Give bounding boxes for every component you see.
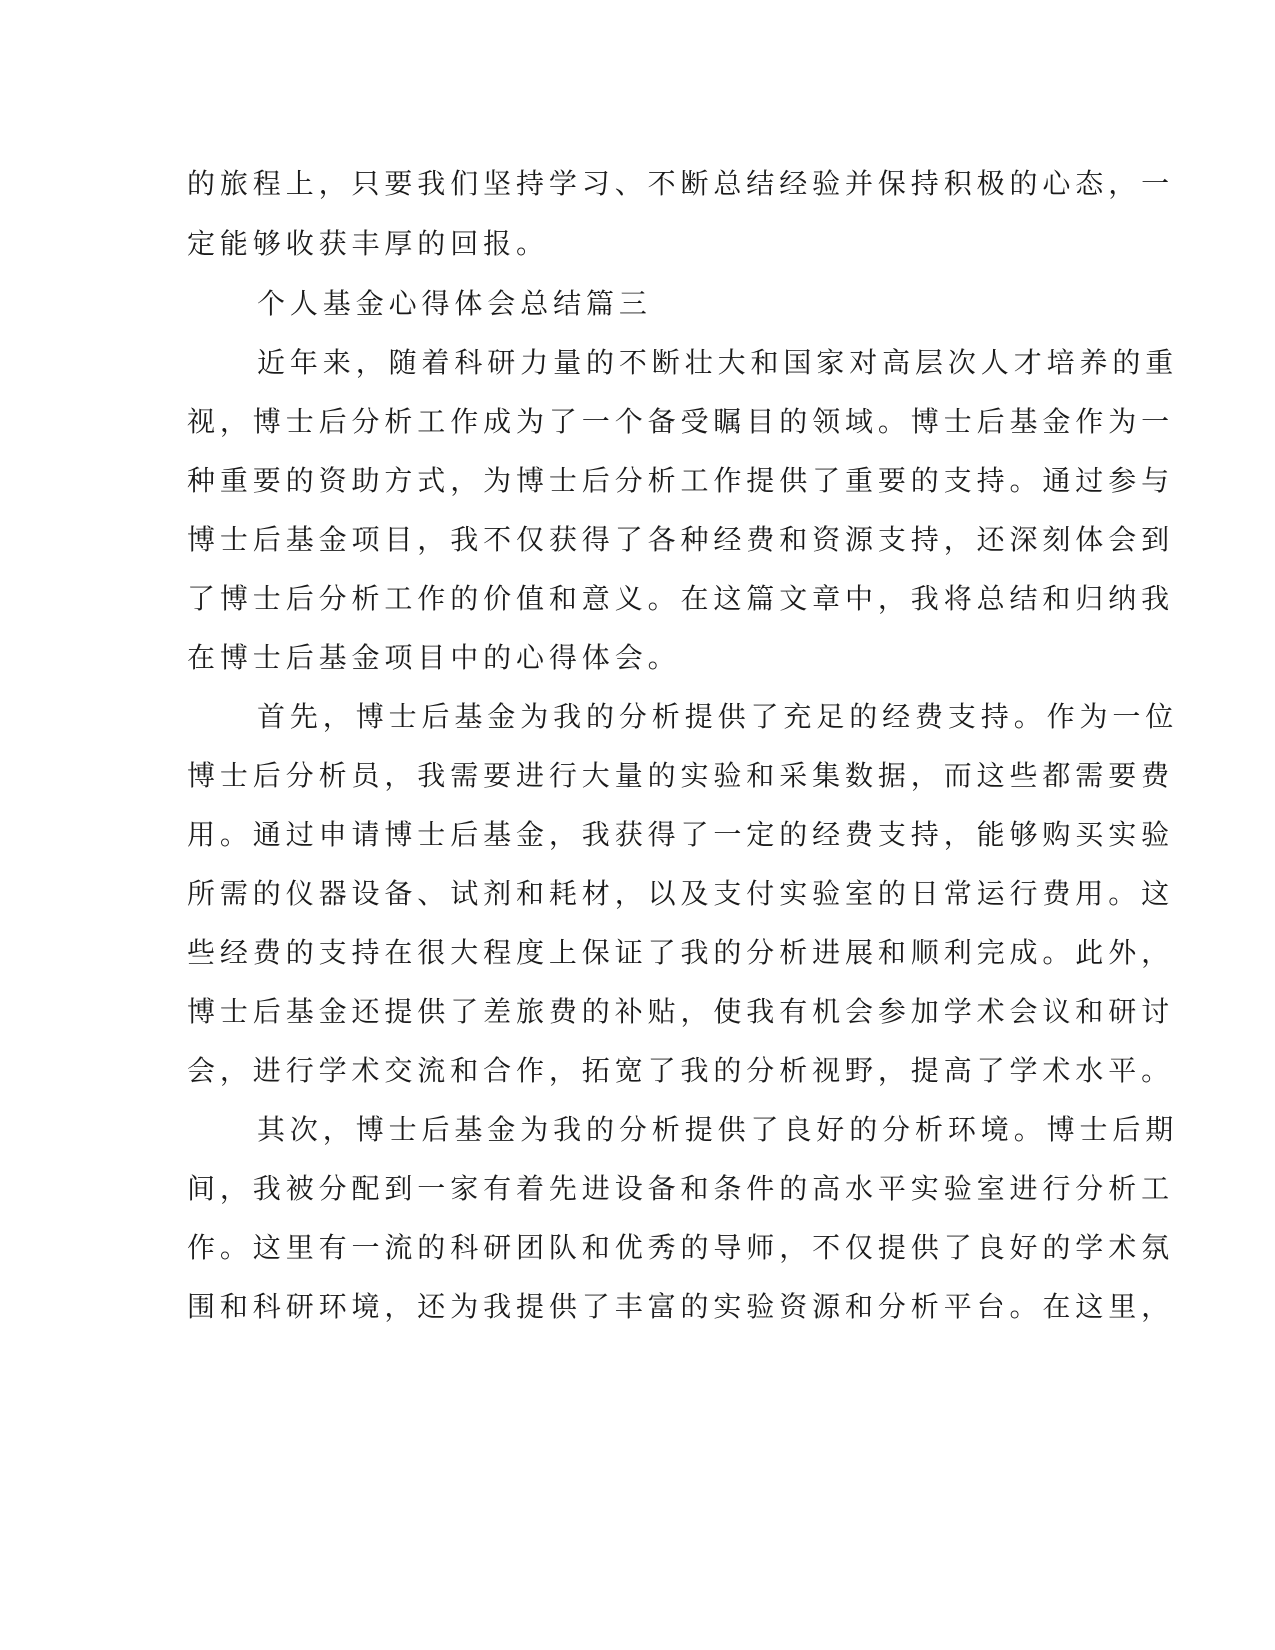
- text-line: 的旅程上，只要我们坚持学习、不断总结经验并保持积极的心态，一: [187, 167, 1175, 200]
- text-line: 些经费的支持在很大程度上保证了我的分析进展和顺利完成。此外，: [187, 936, 1175, 969]
- text-line: 定能够收获丰厚的回报。: [187, 227, 549, 260]
- text-line: 博士后基金项目，我不仅获得了各种经费和资源支持，还深刻体会到: [187, 523, 1175, 556]
- text-line: 博士后分析员，我需要进行大量的实验和采集数据，而这些都需要费: [187, 759, 1175, 792]
- section-heading: 个人基金心得体会总结篇三: [257, 287, 652, 320]
- text-line: 了博士后分析工作的价值和意义。在这篇文章中，我将总结和归纳我: [187, 582, 1175, 615]
- text-line: 在博士后基金项目中的心得体会。: [187, 641, 681, 674]
- text-line: 间，我被分配到一家有着先进设备和条件的高水平实验室进行分析工: [187, 1172, 1175, 1205]
- text-line: 首先，博士后基金为我的分析提供了充足的经费支持。作为一位: [257, 700, 1179, 733]
- text-line: 用。通过申请博士后基金，我获得了一定的经费支持，能够购买实验: [187, 818, 1175, 851]
- text-line: 种重要的资助方式，为博士后分析工作提供了重要的支持。通过参与: [187, 464, 1175, 497]
- text-line: 近年来，随着科研力量的不断壮大和国家对高层次人才培养的重: [257, 346, 1179, 379]
- text-line: 围和科研环境，还为我提供了丰富的实验资源和分析平台。在这里，: [187, 1290, 1175, 1323]
- text-line: 作。这里有一流的科研团队和优秀的导师，不仅提供了良好的学术氛: [187, 1231, 1175, 1264]
- text-line: 博士后基金还提供了差旅费的补贴，使我有机会参加学术会议和研讨: [187, 995, 1175, 1028]
- text-line: 视，博士后分析工作成为了一个备受瞩目的领域。博士后基金作为一: [187, 405, 1175, 438]
- text-line: 会，进行学术交流和合作，拓宽了我的分析视野，提高了学术水平。: [187, 1054, 1175, 1087]
- text-line: 其次，博士后基金为我的分析提供了良好的分析环境。博士后期: [257, 1113, 1179, 1146]
- text-line: 所需的仪器设备、试剂和耗材，以及支付实验室的日常运行费用。这: [187, 877, 1175, 910]
